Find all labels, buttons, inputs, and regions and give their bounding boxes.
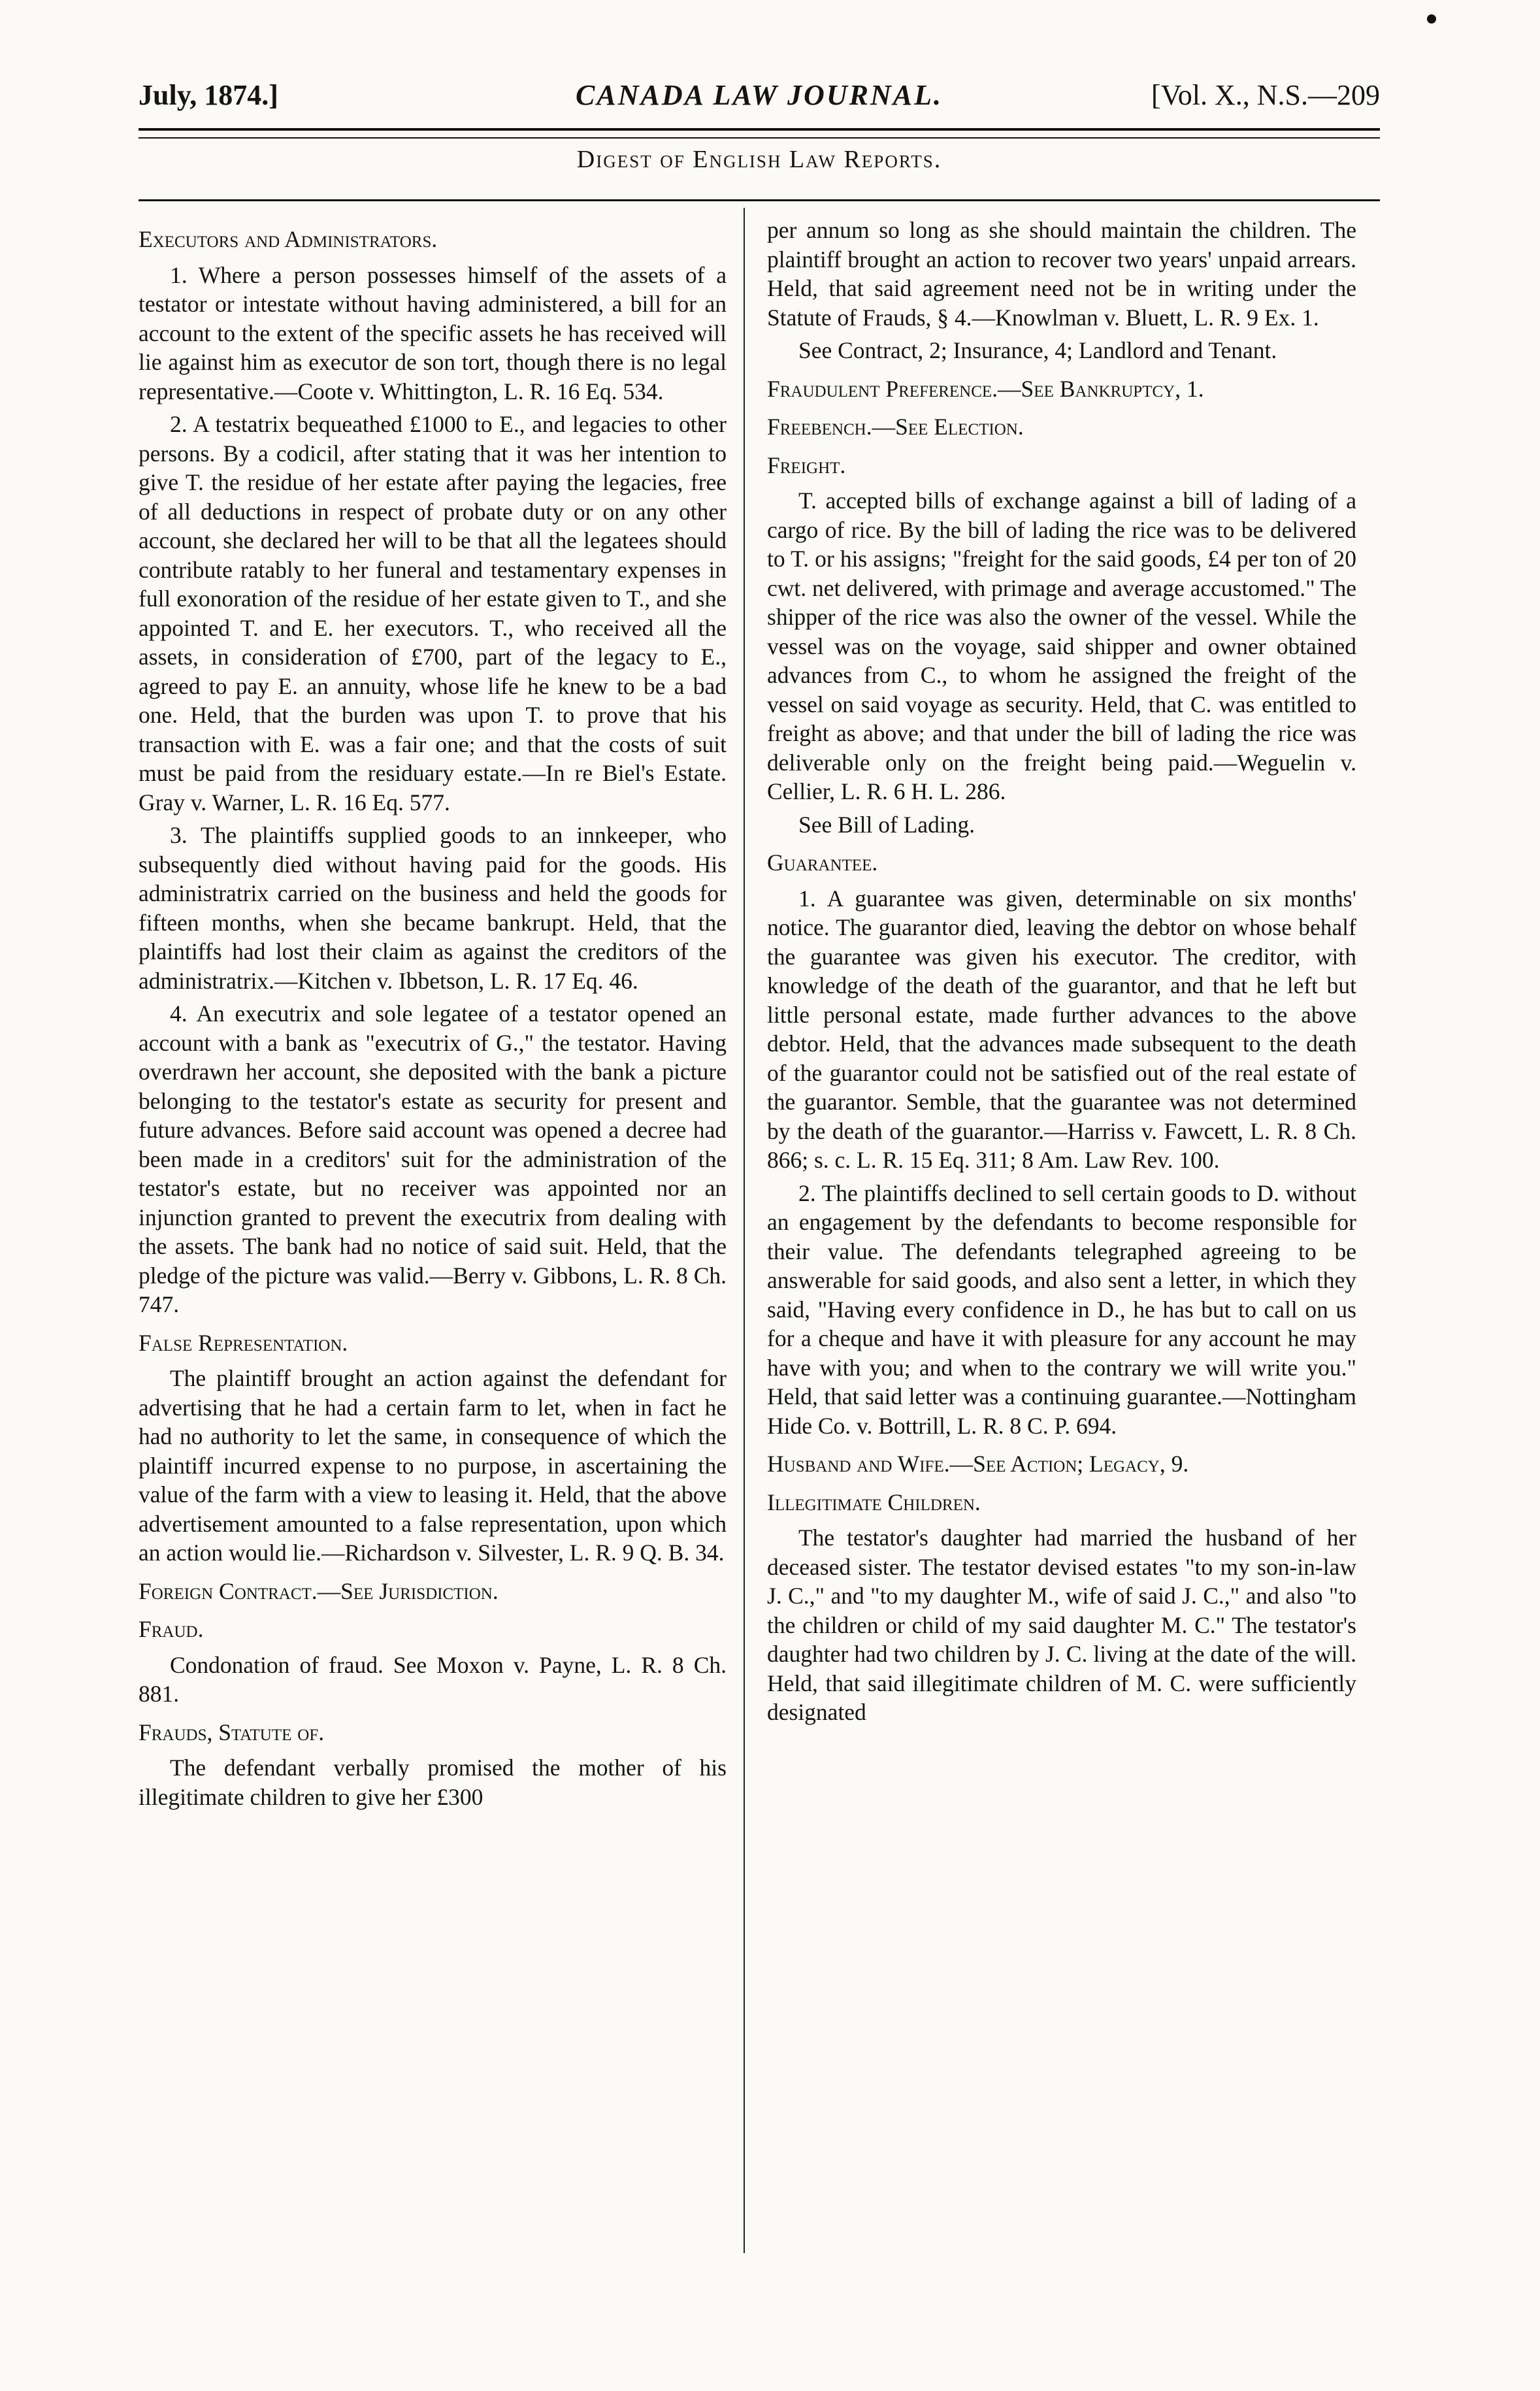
entry-guarantee-1: 1. A guarantee was given, determinable on six months' notice. The guarantor died, leaving the debtor on whose behalf the guarantee was given his executor. The creditor, with knowledge of the death of the guarantor, and that he left but little personal estate, made further advances to the above debtor. Held, that the advances made subsequent to the death of the guarantor could not be satisfied out of the real estate of the guarantor. Semble, that the guarantee was not determined by the death of the guarantor.—Harriss v. Fawcett, L. R. 8 Ch. 866; s. c. L. R. 15 Eq. 311; 8 Am. Law Rev. 100.	[767, 885, 1356, 1173]
heading-fraudulent-preference: Fraudulent Preference.—See Bankruptcy, 1.	[767, 375, 1204, 402]
section-title: Digest of English Law Reports.	[576, 146, 942, 173]
running-header	[139, 78, 1380, 124]
heading-freight: Freight.	[767, 452, 846, 478]
left-column	[139, 216, 727, 1815]
entry-frauds-statute-continued: per annum so long as she should maintain the children. The plaintiff brought an action to recover two years' unpaid arrears. Held, that said agreement need not be in writing under the Statute of Frauds, § 4.—Knowlman v. Bluett, L. R. 9 Ex. 1.	[767, 217, 1356, 331]
heading-executors: Executors and Administrators.	[139, 226, 438, 252]
heading-freebench: Freebench.—See Election.	[767, 414, 1024, 440]
entry-executors-1: 1. Where a person possesses himself of the assets of a testator or intestate without having administered, a bill for an account to the extent of the specific assets he has received will lie against him as executor de son tort, though there is no legal representative.—Coote v. Whittington, L. R. 16 Eq. 534.	[139, 261, 727, 404]
see-also-freight: See Bill of Lading.	[798, 811, 975, 838]
header-date: July, 1874.]	[139, 79, 278, 111]
heading-fraud: Fraud.	[139, 1616, 204, 1642]
page-mark-dot	[1427, 14, 1436, 24]
heading-frauds-statute: Frauds, Statute of.	[139, 1719, 325, 1745]
heading-husband-wife: Husband and Wife.—See Action; Legacy, 9.	[767, 1451, 1189, 1477]
entry-executors-3: 3. The plaintiffs supplied goods to an innkeeper, who subsequently died without having paid for the goods. His administratrix carried on the business and held the goods for fifteen months, when she became bankrupt. Held, that the plaintiffs had lost their claim as against the creditors of the administratrix.—Kitchen v. Ibbetson, L. R. 17 Eq. 46.	[139, 822, 727, 994]
entry-executors-4: 4. An executrix and sole legatee of a testator opened an account with a bank as "executrix of G.," the testator. Having overdrawn her account, she deposited with the bank a picture belonging to the testator's estate as security for present and future advances. Before said account was opened a decree had been made in a creditors' suit for the administration of the testator's estate, but no receiver was appointed nor an injunction granted to prevent the executrix from dealing with the assets. The bank had no notice of said suit. Held, that the pledge of the picture was valid.—Berry v. Gibbons, L. R. 8 Ch. 747.	[139, 1000, 727, 1317]
heading-guarantee: Guarantee.	[767, 849, 878, 876]
see-also-frauds: See Contract, 2; Insurance, 4; Landlord and Tenant.	[798, 337, 1277, 363]
heading-illegitimate-children: Illegitimate Children.	[767, 1489, 981, 1515]
entry-guarantee-2: 2. The plaintiffs declined to sell certain goods to D. without an engagement by the defendants to become responsible for their value. The defendants telegraphed agreeing to be answerable for said goods, and also sent a letter, in which they said, "Having every confidence in D., he has but to call on us for a cheque and have it with pleasure for any account he may have with you; and when to the contrary we will write you." Held, that said letter was a continuing guarantee.—Nottingham Hide Co. v. Bottrill, L. R. 8 C. P. 694.	[767, 1179, 1356, 1439]
entry-illegitimate-children: The testator's daughter had married the husband of her deceased sister. The testator devised estates "to my son-in-law J. C.," and "to my daughter M., wife of said J. C.," and also "to the children or child of my said daughter M. C." The testator's daughter had two children by J. C. living at the date of the will. Held, that said illegitimate children of M. C. were sufficiently designated	[767, 1525, 1356, 1725]
heading-false-representation: False Representation.	[139, 1329, 348, 1356]
entry-false-representation: The plaintiff brought an action against the defendant for advertising that he had a certain farm to let, when in fact he had no authority to let the same, in consequence of which the plaintiff incurred expense to no purpose, in ascertaining the value of the farm with a view to leasing it. Held, that the above advertisement amounted to a false representation, upon which an action would lie.—Richardson v. Silvester, L. R. 9 Q. B. 34.	[139, 1365, 727, 1566]
heading-foreign-contract: Foreign Contract.—See Jurisdiction.	[139, 1577, 499, 1604]
column-divider	[744, 208, 745, 2253]
header-rule	[139, 128, 1380, 139]
header-volume: [Vol. X., N.S.—209	[1151, 79, 1380, 111]
entry-executors-2: 2. A testatrix bequeathed £1000 to E., and legacies to other persons. By a codicil, after stating that it was her intention to give T. the residue of her estate after paying the legacies, free of all deductions in respect of probate duty or on any other account, she declared her will to be that all the legatees should contribute ratably to her funeral and testamentary expenses in full exonoration of the residue of her estate given to T., and she appointed T. and E. her executors. T., who received all the assets, in consideration of £700, part of the legacy to E., agreed to pay E. an annuity, whose life he knew to be a bad one. Held, that the burden was upon T. to prove that his transaction with E. was a fair one; and that the costs of suit must be paid from the residuary estate.—In re Biel's Estate. Gray v. Warner, L. R. 16 Eq. 577.	[139, 411, 727, 816]
entry-freight: T. accepted bills of exchange against a bill of lading of a cargo of rice. By the bill of lading the rice was to be delivered to T. or his assigns; "freight for the said goods, £4 per ton of 20 cwt. net delivered, with primage and average accustomed." The shipper of the rice was also the owner of the vessel. While the vessel was on the voyage, said shipper and owner obtained advances from C., to whom he assigned the freight of the vessel on said voyage as security. Held, that C. was entitled to freight as above; and that under the bill of lading the rice was deliverable only on the freight being paid.—Weguelin v. Cellier, L. R. 6 H. L. 286.	[767, 487, 1356, 804]
header-journal-title: CANADA LAW JOURNAL.	[576, 79, 943, 111]
entry-frauds-statute: The defendant verbally promised the mother of his illegitimate children to give her £300	[139, 1755, 727, 1810]
right-column	[767, 216, 1356, 1731]
section-rule	[139, 199, 1380, 201]
entry-fraud: Condonation of fraud. See Moxon v. Payne, L. R. 8 Ch. 881.	[139, 1651, 727, 1707]
